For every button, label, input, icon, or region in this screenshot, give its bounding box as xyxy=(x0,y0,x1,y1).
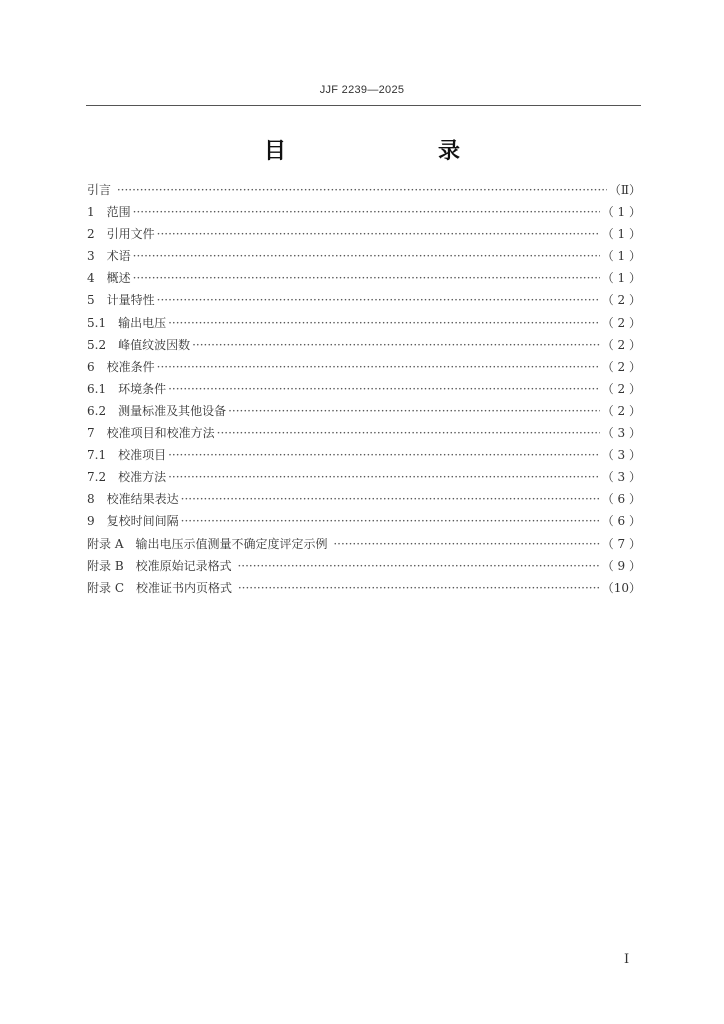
toc-entry-page: （ 9 ） xyxy=(601,558,641,573)
toc-entry-title: 校准条件 xyxy=(106,359,155,374)
toc-entry-number: 3 xyxy=(87,249,107,264)
toc-dot-leader xyxy=(133,245,600,267)
toc-entry-number: 7 xyxy=(87,426,107,441)
page-number: I xyxy=(624,952,630,967)
toc-entry-page: （ 7 ） xyxy=(601,536,641,551)
toc-entry[interactable] xyxy=(87,466,641,488)
toc-entry[interactable] xyxy=(87,356,641,378)
toc-entry-page: （ 3 ） xyxy=(601,448,641,463)
toc-entry-number: 2 xyxy=(87,227,107,242)
toc-entry[interactable] xyxy=(87,201,641,223)
toc-dot-leader xyxy=(168,466,600,488)
toc-dot-leader xyxy=(168,312,600,334)
toc-entry-title: 引用文件 xyxy=(106,227,155,242)
toc-entry-title: 引言 xyxy=(87,183,115,197)
toc-entry-title: 环境条件 xyxy=(118,381,167,396)
toc-entry-number: 1 xyxy=(87,205,107,220)
toc-dot-leader xyxy=(157,289,600,311)
toc-entry[interactable] xyxy=(87,378,641,400)
toc-entry[interactable] xyxy=(87,577,641,599)
toc-entry[interactable] xyxy=(87,400,641,422)
toc-dot-leader xyxy=(192,334,600,356)
toc-entry-title: 输出电压 xyxy=(118,315,167,330)
toc-dot-leader xyxy=(237,555,599,577)
toc-entry-number: 附录 B xyxy=(87,558,136,573)
toc-entry-number: 9 xyxy=(87,514,107,529)
toc-entry-title: 计量特性 xyxy=(106,293,155,308)
toc-entry-page: （Ⅱ） xyxy=(608,183,641,197)
toc-entry-title: 校准原始记录格式 xyxy=(135,558,236,573)
toc-entry-page: （ 3 ） xyxy=(601,426,641,441)
toc-entry[interactable] xyxy=(87,422,641,444)
toc-dot-leader xyxy=(333,533,599,555)
toc-entry-number: 5.1 xyxy=(87,315,119,330)
toc-entry-page: （ 1 ） xyxy=(601,249,641,264)
toc-dot-leader xyxy=(181,510,600,532)
toc-title: 目 录 xyxy=(263,139,496,164)
toc-entry-title: 输出电压示值测量不确定度评定示例 xyxy=(135,536,332,551)
toc-entry-title: 校准项目和校准方法 xyxy=(106,426,215,441)
toc-entry[interactable] xyxy=(87,312,641,334)
toc-entry-number: 7.2 xyxy=(87,470,119,485)
table-of-contents xyxy=(87,179,641,599)
toc-entry-number: 5.2 xyxy=(87,337,119,352)
toc-dot-leader xyxy=(133,201,600,223)
toc-entry[interactable] xyxy=(87,533,641,555)
toc-entry-title: 范围 xyxy=(106,205,131,220)
toc-entry[interactable] xyxy=(87,510,641,532)
toc-dot-leader xyxy=(181,488,600,510)
toc-dot-leader xyxy=(228,400,600,422)
toc-entry-title: 峰值纹波因数 xyxy=(118,337,191,352)
toc-entry-number: 附录 A xyxy=(87,536,136,551)
toc-entry[interactable] xyxy=(87,179,641,201)
toc-entry[interactable] xyxy=(87,267,641,289)
toc-dot-leader xyxy=(117,179,607,201)
toc-dot-leader xyxy=(168,378,600,400)
toc-dot-leader xyxy=(133,267,600,289)
toc-dot-leader xyxy=(157,356,600,378)
toc-entry-number: 6.2 xyxy=(87,403,119,418)
toc-entry-title: 校准结果表达 xyxy=(106,492,179,507)
toc-entry-page: （ 2 ） xyxy=(601,359,641,374)
toc-entry[interactable] xyxy=(87,223,641,245)
toc-entry-page: （ 2 ） xyxy=(601,293,641,308)
toc-entry-number: 6 xyxy=(87,359,107,374)
toc-entry-page: （ 2 ） xyxy=(601,315,641,330)
header-rule xyxy=(86,105,641,106)
toc-entry-page: （ 6 ） xyxy=(601,514,641,529)
toc-entry-page: （ 6 ） xyxy=(601,492,641,507)
toc-entry-page: （ 1 ） xyxy=(601,205,641,220)
toc-entry[interactable] xyxy=(87,334,641,356)
toc-entry-number: 6.1 xyxy=(87,381,119,396)
toc-entry[interactable] xyxy=(87,289,641,311)
toc-dot-leader xyxy=(238,577,600,599)
toc-entry-page: （ 2 ） xyxy=(601,381,641,396)
toc-entry-number: 4 xyxy=(87,271,107,286)
toc-entry-title: 校准方法 xyxy=(118,470,167,485)
toc-entry-page: （ 3 ） xyxy=(601,470,641,485)
toc-entry-title: 校准项目 xyxy=(118,448,167,463)
toc-entry-page: （ 1 ） xyxy=(601,227,641,242)
toc-entry-number: 7.1 xyxy=(87,448,119,463)
toc-entry-number: 8 xyxy=(87,492,107,507)
toc-entry-title: 校准证书内页格式 xyxy=(136,580,236,595)
toc-entry-page: （10） xyxy=(601,580,641,595)
toc-entry-title: 概述 xyxy=(106,271,131,286)
toc-dot-leader xyxy=(157,223,600,245)
toc-entry-number: 5 xyxy=(87,293,107,308)
toc-entry-title: 复校时间间隔 xyxy=(106,514,179,529)
toc-dot-leader xyxy=(168,444,600,466)
toc-entry-page: （ 2 ） xyxy=(601,337,641,352)
toc-entry[interactable] xyxy=(87,555,641,577)
document-code: JJF 2239—2025 xyxy=(319,84,405,96)
toc-entry-title: 测量标准及其他设备 xyxy=(118,403,227,418)
toc-entry[interactable] xyxy=(87,245,641,267)
toc-entry-number: 附录 C xyxy=(87,580,136,595)
toc-entry[interactable] xyxy=(87,444,641,466)
toc-entry-page: （ 1 ） xyxy=(601,271,641,286)
toc-entry[interactable] xyxy=(87,488,641,510)
toc-entry-title: 术语 xyxy=(106,249,131,264)
toc-dot-leader xyxy=(217,422,600,444)
toc-entry-page: （ 2 ） xyxy=(601,403,641,418)
